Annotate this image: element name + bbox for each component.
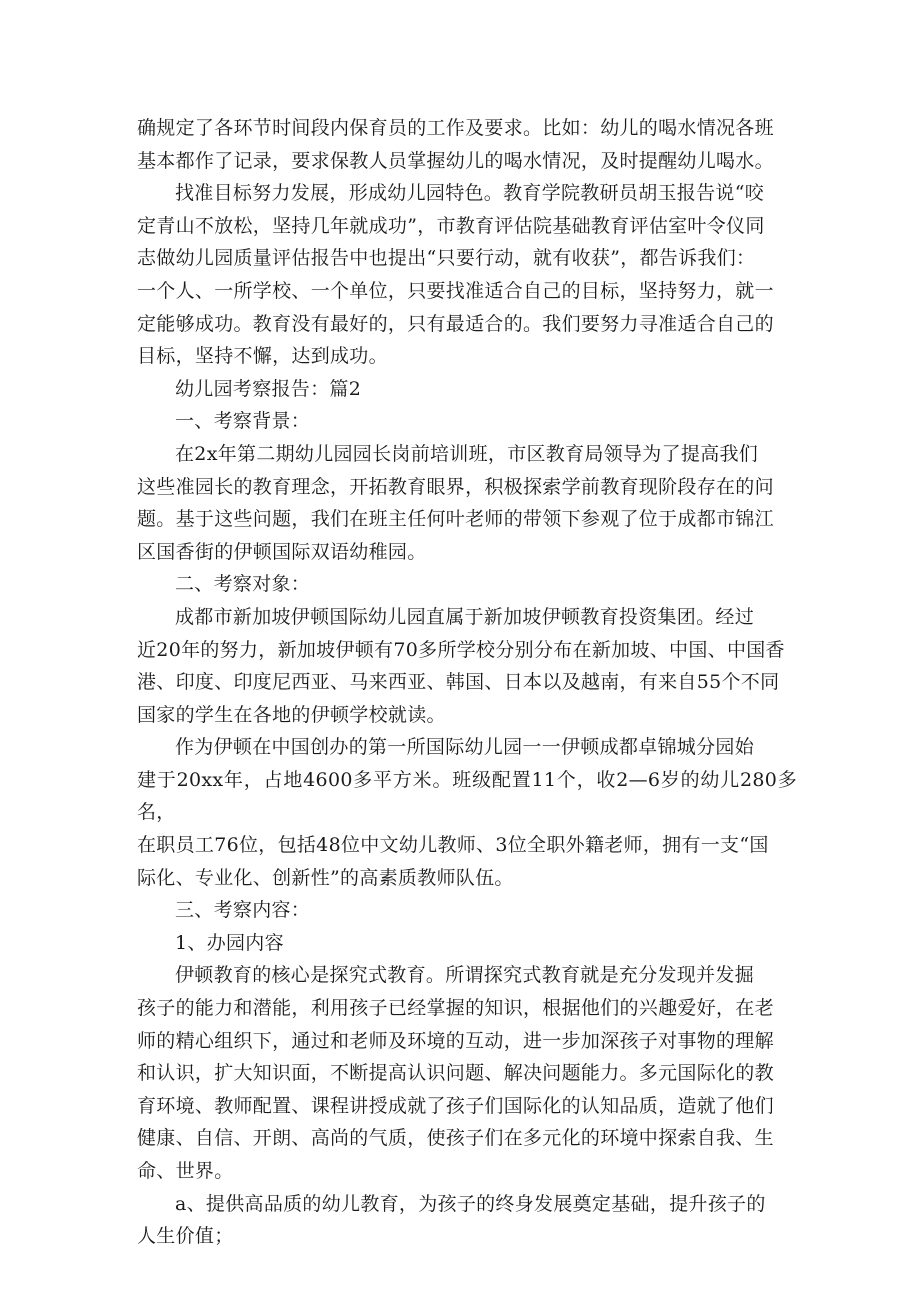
subsection-heading-operation [137, 927, 797, 960]
text-line: 港、印度、印度尼西亚、马来西亚、韩国、日本以及越南，有来自55个不同 [137, 671, 780, 694]
paragraph-hydration-records [137, 112, 797, 177]
paragraph-subject [137, 601, 797, 731]
text-line: 健康、自信、开朗、高尚的气质，使孩子们在多元化的环境中探索自我、生 [137, 1127, 774, 1150]
text-line: 幼儿园考察报告：篇2 [175, 377, 362, 400]
text-line: 师的精心组织下，通过和老师及环境的互动，进一步加深孩子对事物的理解 [137, 1029, 774, 1052]
text-line: 1、办园内容 [175, 931, 284, 954]
text-line: 育环境、教师配置、课程讲授成就了孩子们国际化的认知品质，造就了他们 [137, 1094, 774, 1117]
text-line: 基本都作了记录，要求保教人员掌握幼儿的喝水情况，及时提醒幼儿喝水。 [137, 149, 774, 172]
text-line: 命、世界。 [137, 1160, 234, 1182]
text-line: 定能够成功。教育没有最好的，只有最适合的。我们要努力寻准适合自己的 [137, 312, 774, 335]
text-line: 国家的学生在各地的伊顿学校就读。 [137, 703, 446, 726]
paragraph-background [137, 438, 797, 568]
report-title [137, 373, 797, 406]
text-line: 一个人、一所学校、一个单位，只要找准适合自己的目标，坚持努力，就一 [137, 279, 774, 302]
section-heading-background [137, 405, 797, 438]
document-body [137, 112, 797, 1253]
text-line: 和认识，扩大知识面，不断提高认识问题、解决问题能力。多元国际化的教 [137, 1062, 774, 1085]
text-line: 区国香街的伊顿国际双语幼稚园。 [137, 540, 427, 563]
text-line: 题。基于这些问题，我们在班主任何叶老师的带领下参观了位于成都市锦江 [137, 508, 774, 531]
paragraph-campus [137, 731, 797, 894]
text-line: 近20年的努力，新加坡伊顿有70多所学校分别分布在新加坡、中国、中国香 [137, 638, 785, 661]
text-line: 建于20xx年，占地4600多平方米。班级配置11个，收2—6岁的幼儿280多名， [137, 768, 797, 824]
text-line: 孩子的能力和潜能，利用孩子已经掌握的知识，根据他们的兴趣爱好，在老 [137, 997, 774, 1020]
section-heading-subject [137, 568, 797, 601]
paragraph-inquiry-education [137, 959, 797, 1187]
text-line: 找准目标努力发展，形成幼儿园特色。教育学院教研员胡玉报告说“咬 [175, 182, 765, 205]
text-line: 二、考察对象： [175, 573, 311, 596]
text-line: 目标，坚持不懈，达到成功。 [137, 345, 388, 368]
paragraph-item-a [137, 1188, 797, 1253]
text-line: 确规定了各环节时间段内保育员的工作及要求。比如：幼儿的喝水情况各班 [137, 117, 774, 139]
text-line: 定青山不放松，坚持几年就成功”，市教育评估院基础教育评估室叶令仪同 [137, 214, 765, 237]
text-line: 这些准园长的教育理念，开拓教育眼界，积极探索学前教育现阶段存在的问 [137, 475, 774, 498]
text-line: 伊顿教育的核心是探究式教育。所谓探究式教育就是充分发现并发掘 [175, 964, 755, 987]
text-line: 三、考察内容： [175, 899, 311, 922]
paragraph-goals [137, 177, 797, 373]
text-line: 一、考察背景： [175, 410, 311, 433]
text-line: a、提供高品质的幼儿教育，为孩子的终身发展奠定基础，提升孩子的 [175, 1192, 766, 1215]
text-line: 志做幼儿园质量评估报告中也提出“只要行动，就有收获”，都告诉我们： [137, 247, 756, 270]
text-line: 人生价值； [137, 1225, 234, 1248]
text-line: 在2x年第二期幼儿园园长岗前培训班，市区教育局领导为了提高我们 [175, 442, 759, 465]
text-line: 际化、专业化、创新性”的高素质教师队伍。 [137, 866, 514, 889]
text-line: 成都市新加坡伊顿国际幼儿园直属于新加坡伊顿教育投资集团。经过 [175, 605, 755, 628]
text-line: 在职员工76位，包括48位中文幼儿教师、3位全职外籍老师，拥有一支“国 [137, 834, 769, 857]
text-line: 作为伊顿在中国创办的第一所国际幼儿园一一伊顿成都卓锦城分园始 [175, 736, 755, 759]
section-heading-content [137, 894, 797, 927]
